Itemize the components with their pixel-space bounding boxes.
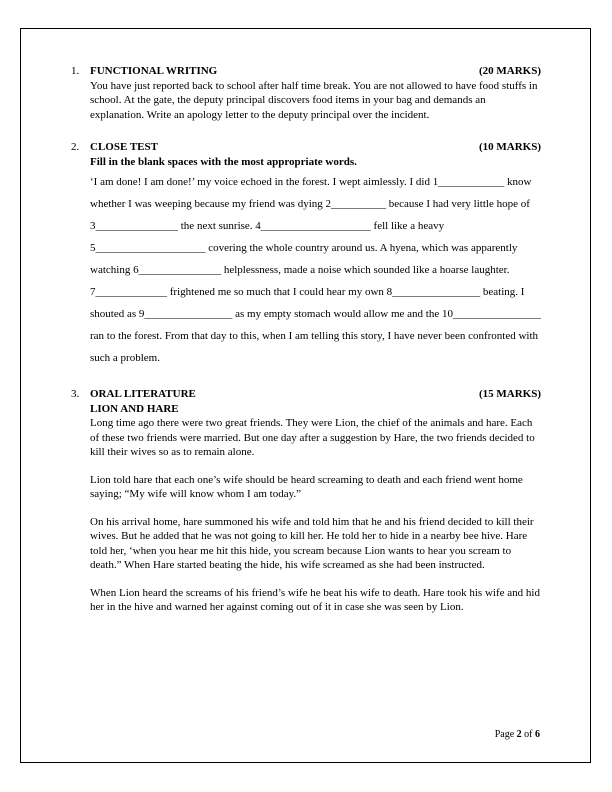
footer-page-number: 2	[516, 729, 522, 740]
question-number-3: 3.	[71, 388, 80, 400]
section-marks-close-test: (10 MARKS)	[478, 141, 541, 153]
story-paragraph-2: Lion told hare that each one’s wife should be heard screaming to death and each friend went home saying; “My wife will know whom I am today.”	[90, 473, 523, 500]
page-content	[71, 64, 541, 633]
functional-writing-instructions: You have just reported back to school after half time break. You are not allowed to have food stuffs in school. At the gate, the deputy principal discovers food items in your bag and demands an explanation. Write an apology letter to the deputy principal over the incident.	[90, 79, 538, 121]
section-title-functional-writing: FUNCTIONAL WRITING	[90, 65, 218, 77]
question-number-2: 2.	[71, 141, 80, 153]
story-body	[90, 416, 541, 615]
section-functional-writing	[71, 64, 541, 122]
story-title: LION AND HARE	[90, 402, 179, 415]
close-test-passage: ‘I am done! I am done!’ my voice echoed in the forest. I wept aimlessly. I did 1____________ know whether I was weeping because my friend was dying 2__________ because I had very little hope of 3_______________ the next sunrise. 4____________________ fell like a heavy 5____________________ covering the whole country around us. A hyena, which was apparently watching 6_______________ helplessness, made a noise which sounded like a hoarse laughter. 7_____________ frightened me so much that I could hear my own 8________________ beating. I shouted as 9________________ as my empty stomach would allow me and the 10________________ ran to the forest. From that day to this, when I am telling this story, I have never been confronted with such a problem.	[90, 176, 541, 364]
section-title-oral-literature: ORAL LITERATURE	[90, 388, 196, 400]
footer-page-label: Page	[494, 729, 517, 740]
section-title-close-test: CLOSE TEST	[90, 141, 158, 153]
story-paragraph-3: On his arrival home, hare summoned his wife and told him that he and his friend decided to kill their wives. But he added that he was not going to kill her. He told her to hide in a nearby bee hive. Hare told her, ‘when you hear me hit this hide, you scream because Lion wants to hear you scream to death.” When Hare started beating the hide, his wife screamed as she had been instructed.	[90, 515, 534, 571]
story-paragraph-4: When Lion heard the screams of his friend’s wife he beat his wife to death. Hare took his wife and hid her in the hive and warned her against coming out of it in case she was seen by Lion.	[90, 586, 540, 613]
section-oral-literature	[71, 387, 541, 615]
section-marks-oral-literature: (15 MARKS)	[478, 388, 541, 400]
story-paragraph-1: Long time ago there were two great friends. They were Lion, the chief of the animals and hare. Each of these two friends were married. But one day after a suggestion by Hare, the two friends decided to kill their wives so as to remain alone.	[90, 417, 535, 458]
page-footer	[495, 729, 540, 740]
footer-page-total: 6	[535, 729, 540, 740]
footer-of-label: of	[521, 729, 535, 740]
section-marks-functional-writing: (20 MARKS)	[478, 65, 541, 77]
section-close-test	[71, 140, 541, 369]
close-test-instruction: Fill in the blank spaces with the most appropriate words.	[90, 155, 357, 168]
question-number-1: 1.	[71, 65, 80, 77]
